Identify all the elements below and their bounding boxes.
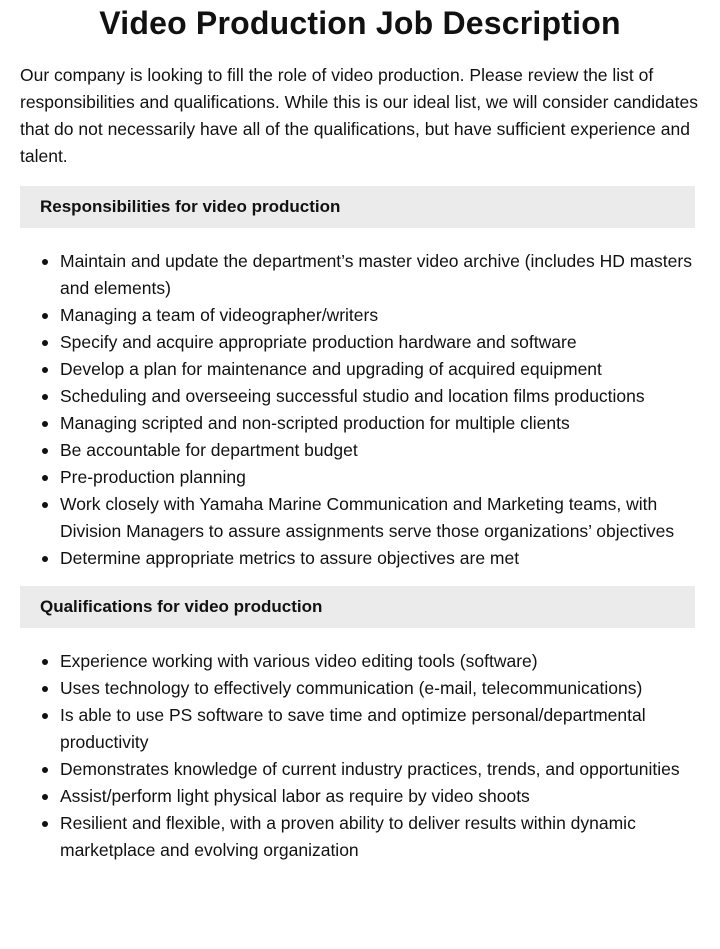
- qualifications-heading: [20, 586, 695, 628]
- bullet-icon: [42, 686, 48, 692]
- list-item-text: Maintain and update the department’s master video archive (includes HD masters and elements): [60, 251, 692, 298]
- bullet-icon: [42, 475, 48, 481]
- bullet-icon: [42, 448, 48, 454]
- list-item: [0, 464, 720, 491]
- qualifications-list: [0, 648, 720, 864]
- list-item-text: Is able to use PS software to save time and optimize personal/departmental productivity: [60, 705, 646, 752]
- bullet-icon: [42, 556, 48, 562]
- list-item-text: Experience working with various video editing tools (software): [60, 651, 538, 671]
- list-item-text: Managing scripted and non-scripted production for multiple clients: [60, 413, 570, 433]
- list-item: [0, 648, 720, 675]
- qualifications-heading-text: Qualifications for video production: [40, 597, 323, 616]
- bullet-icon: [42, 313, 48, 319]
- list-item: [0, 248, 720, 302]
- list-item-text: Managing a team of videographer/writers: [60, 305, 379, 325]
- list-item-text: Work closely with Yamaha Marine Communication and Marketing teams, with Division Managers to assure assignments serve those organizations’ objectives: [60, 494, 675, 541]
- bullet-icon: [42, 340, 48, 346]
- list-item-text: Be accountable for department budget: [60, 440, 358, 460]
- bullet-icon: [42, 367, 48, 373]
- list-item: [0, 783, 720, 810]
- list-item: [0, 329, 720, 356]
- bullet-icon: [42, 821, 48, 827]
- list-item: [0, 675, 720, 702]
- list-item: [0, 410, 720, 437]
- list-item-text: Scheduling and overseeing successful studio and location films productions: [60, 386, 645, 406]
- list-item: [0, 302, 720, 329]
- list-item-text: Pre-production planning: [60, 467, 246, 487]
- list-item: [0, 356, 720, 383]
- list-item-text: Demonstrates knowledge of current industry practices, trends, and opportunities: [60, 759, 680, 779]
- bullet-icon: [42, 421, 48, 427]
- list-item: [0, 491, 720, 545]
- bullet-icon: [42, 767, 48, 773]
- list-item-text: Uses technology to effectively communication (e-mail, telecommunications): [60, 678, 643, 698]
- bullet-icon: [42, 713, 48, 719]
- bullet-icon: [42, 394, 48, 400]
- list-item: [0, 702, 720, 756]
- responsibilities-heading: [20, 186, 695, 228]
- list-item-text: Resilient and flexible, with a proven ability to deliver results within dynamic marketplace and evolving organization: [60, 813, 636, 860]
- list-item: [0, 810, 720, 864]
- list-item-text: Specify and acquire appropriate production hardware and software: [60, 332, 577, 352]
- bullet-icon: [42, 794, 48, 800]
- page-title: Video Production Job Description: [99, 5, 621, 41]
- list-item-text: Develop a plan for maintenance and upgrading of acquired equipment: [60, 359, 602, 379]
- list-item: [0, 437, 720, 464]
- bullet-icon: [42, 259, 48, 265]
- list-item: [0, 756, 720, 783]
- list-item: [0, 545, 720, 572]
- intro-paragraph: Our company is looking to fill the role of video production. Please review the list of responsibilities and qualifications. While this is our ideal list, we will consider candidates that do not necessarily have all of the qualifications, but have sufficient experience and talent.: [20, 65, 698, 166]
- list-item-text: Assist/perform light physical labor as require by video shoots: [60, 786, 530, 806]
- bullet-icon: [42, 659, 48, 665]
- responsibilities-list: [0, 248, 720, 572]
- responsibilities-heading-text: Responsibilities for video production: [40, 197, 341, 216]
- bullet-icon: [42, 502, 48, 508]
- list-item: [0, 383, 720, 410]
- list-item-text: Determine appropriate metrics to assure objectives are met: [60, 548, 520, 568]
